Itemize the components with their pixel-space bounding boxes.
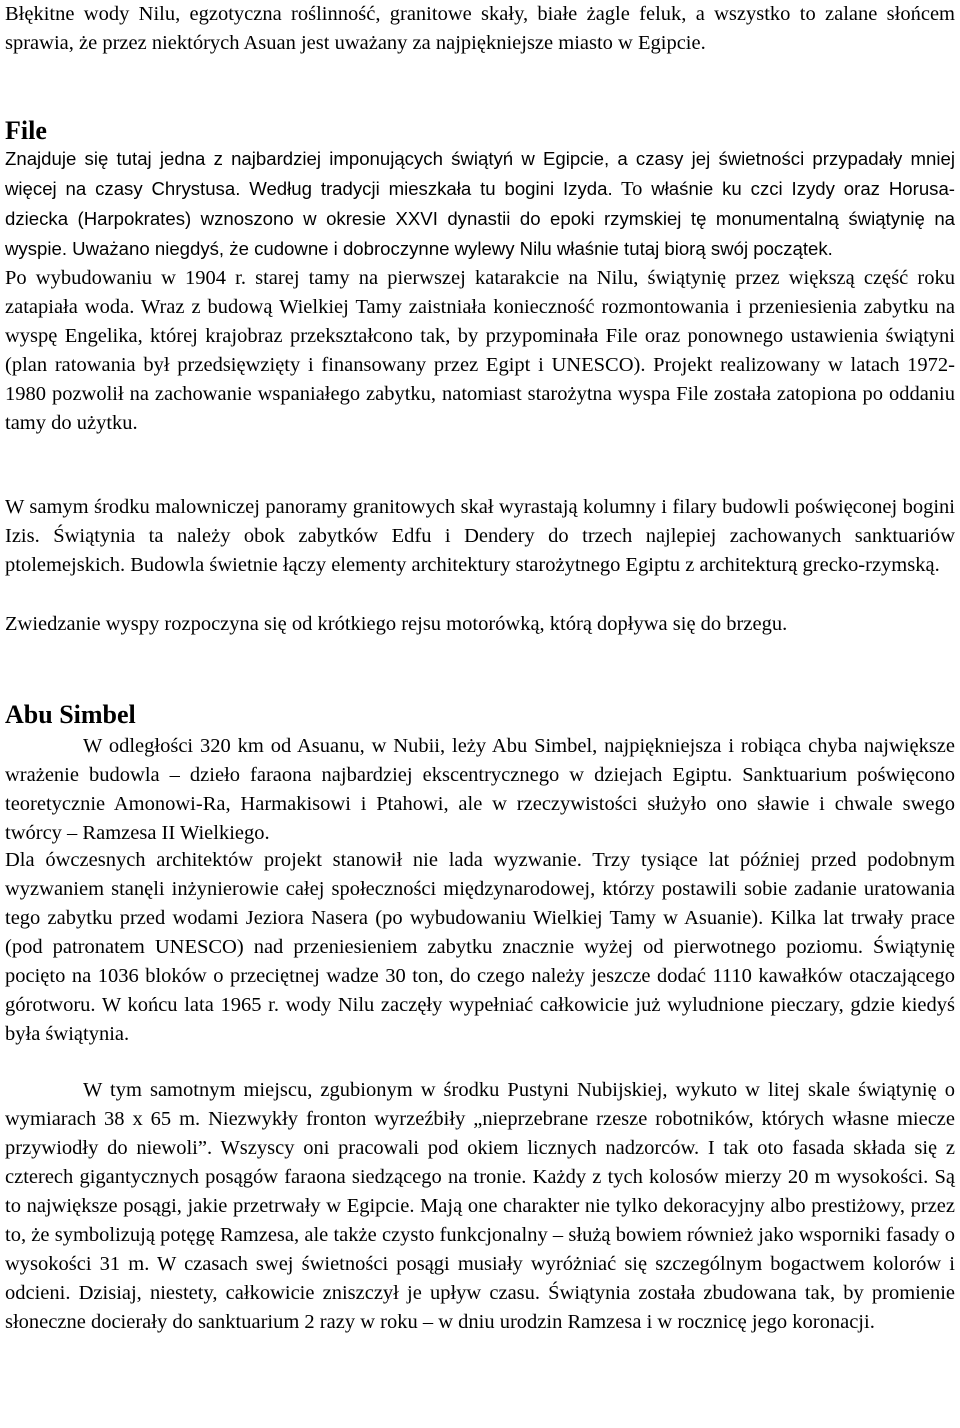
abu-simbel-paragraph-3: W tym samotnym miejscu, zgubionym w środku Pustyni Nubijskiej, wykuto w litej skale świątynię o wymiarach 38 x 65 m. Niezwykły fronton wyrzeźbiły „nieprzebrane rzesze robotników, których własne miecze przywiodły do niewoli”. Wszyscy oni pracowali pod okiem licznych nadzorców. I tak oto fasada składa się z czterech gigantycznych posągów faraona siedzącego na tronie. Każdy z tych kolosów mierzy 20 m wysokości. Są to największe posągi, jakie przetrwały w Egipcie. Mają one charakter nie tylko dekoracyjny albo prestiżowy, przez to, że symbolizują potęgę Ramzesa, ale także czysto funkcjonalny – służą bowiem również jako wsporniki fasady o wysokości 31 m. W czasach swej świetności posągi musiały wyróżniać się szczególnym bogactwem kolorów i odcieni. Dzisiaj, niestety, całkowicie zniszczył je upływ czasu. Świątynia została zbudowana tak, by promienie słoneczne docierały do sanktuarium 2 razy w roku – w dniu urodzin Ramzesa i w rocznicę jego koronacji. (5, 1079, 955, 1333)
file-paragraph-1-sans-c: właśnie ku czci Izydy oraz Horusa-dziecka (Harpokrates) wznoszono w okresie XXVI dynastii do epoki rzymskiej tę monumentalną świątynię na wyspie. Uważano niegdyś, że cudowne i dobroczynne wylewy Nilu właśnie tutaj biorą swój początek. (5, 178, 955, 259)
file-paragraph-2: W samym środku malowniczej panoramy granitowych skał wyrastają kolumny i filary budowli poświęconej bogini Izis. Świątynia ta należy obok zabytków Edfu i Dendery do trzech najlepiej zachowanych sanktuariów ptolemejskich. Budowla świetnie łączy elementy architektury starożytnego Egiptu z architekturą grecko-rzymską. (5, 496, 955, 576)
file-paragraph-1 (5, 144, 955, 438)
abu-simbel-paragraph-1: W odległości 320 km od Asuanu, w Nubii, leży Abu Simbel, najpiękniejsza i robiąca chyba największe wrażenie budowla – dzieło faraona najbardziej ekscentrycznego w dziejach Egiptu. Sanktuarium poświęcono teoretycznie Amonowi-Ra, Harmakisowi i Ptahowi, ale w rzeczywistości służyło ono sławie i chwale swego twórcy – Ramzesa II Wielkiego. (5, 735, 955, 844)
intro-paragraph: Błękitne wody Nilu, egzotyczna roślinność, granitowe skały, białe żagle feluk, a wszystko to zalane słońcem sprawia, że przez niektórych Asuan jest uważany za najpiękniejsze miasto w Egipcie. (5, 3, 955, 54)
file-paragraph-1-serif-b: To (612, 178, 652, 200)
section-title-abu-simbel: Abu Simbel (5, 700, 136, 729)
file-paragraph-3: Zwiedzanie wyspy rozpoczyna się od krótkiego rejsu motorówką, którą dopływa się do brzegu. (5, 613, 788, 635)
file-paragraph-1-serif-d: Po wybudowaniu w 1904 r. starej tamy na pierwszej katarakcie na Nilu, świątynię przez większą część roku zatapiała woda. Wraz z budową Wielkiej Tamy zaistniała konieczność rozmontowania i przeniesienia zabytku na wyspę Engelika, której krajobraz przekształcono tak, by przypominała File oraz ponownego ustawienia świątyni (plan ratowania był przedsięwzięty i finansowany przez Egipt i UNESCO). Projekt realizowany w latach 1972-1980 pozwolił na zachowanie wspaniałego zabytku, natomiast starożytna wyspa File została zatopiona po oddaniu tamy do użytku. (5, 267, 955, 434)
section-title-file: File (5, 116, 47, 145)
abu-simbel-paragraph-2: Dla ówczesnych architektów projekt stanowił nie lada wyzwanie. Trzy tysiące lat później przed podobnym wyzwaniem stanęli inżynierowie całej społeczności międzynarodowej, którzy postawili sobie zadanie uratowania tego zabytku przed wodami Jeziora Nasera (po wybudowaniu Wielkiej Tamy w Asuanie). Kilka lat trwały prace (pod patronatem UNESCO) nad przeniesieniem zabytku znacznie wyżej od pierwotnego poziomu. Świątynię pocięto na 1036 bloków o przeciętnej wadze 30 ton, do czego należy jeszcze dodać 1110 kawałków otaczającego górotworu. W końcu lata 1965 r. wody Nilu zaczęły wypełniać całkowicie już wyludnione pieczary, gdzie kiedyś była świątynia. (5, 849, 955, 1045)
file-paragraph-1-sans-a: Znajduje się tutaj jedna z najbardziej imponujących świątyń w Egipcie, a czasy jej świetności przypadały mniej więcej na czasy Chrystusa. Według tradycji mieszkała tu bogini Izyda. (5, 148, 955, 199)
